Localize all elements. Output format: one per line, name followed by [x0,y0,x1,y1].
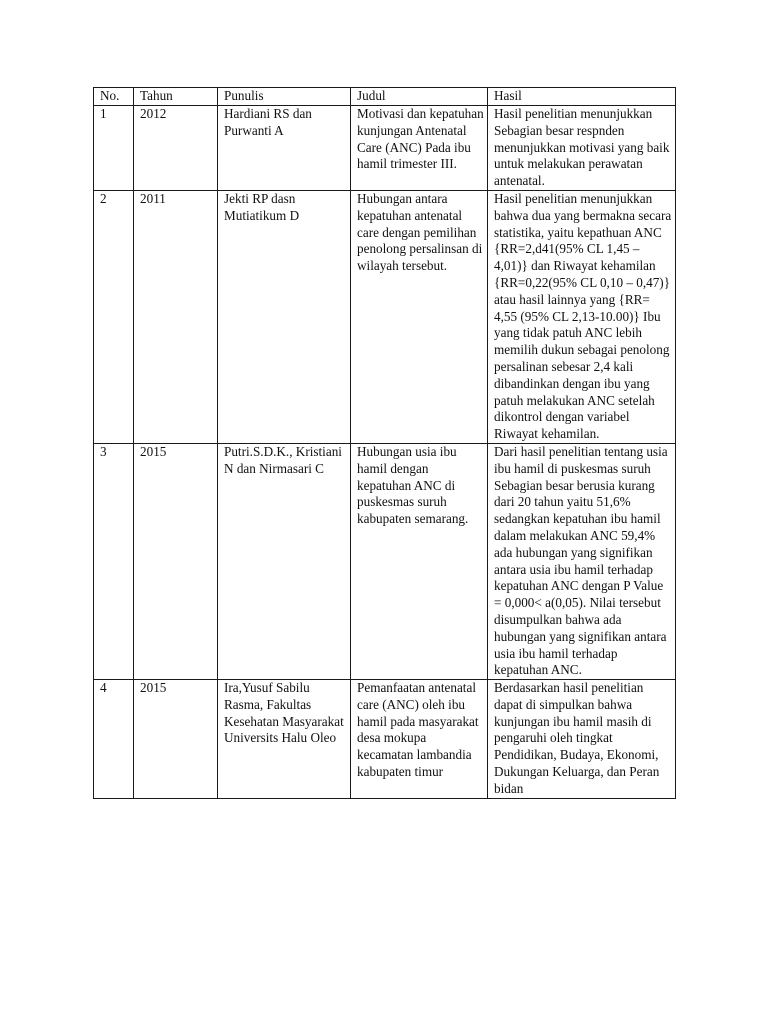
row-number: 2 [100,190,107,206]
row-result: Dari hasil penelitian tentang usia ibu hamil di puskesmas suruh Sebagian besar berusia kurang dari 20 tahun yaitu 51,6% sedangkan kepatuhan ibu hamil dalam melakukan ANC 59,4% ada hubungan yang signifikan antara usia ibu hamil terhadap kepatuhan ANC dengan P Value = 0,000< a(0,05). Nilai tersebut disumpulkan bahwa ada hubungan yang signifikan antara usia ibu hamil terhadap kepatuhan ANC. [494,443,668,678]
row-author: Hardiani RS dan Purwanti A [224,106,312,138]
cell-year [134,106,218,191]
cell-result [488,190,676,443]
cell-author [218,443,351,679]
cell-no [94,190,134,443]
header-no: No. [94,88,134,106]
row-number: 1 [100,106,107,121]
row-number: 4 [100,680,107,696]
table-row [94,190,676,443]
table-row [94,443,676,679]
cell-author [218,680,351,799]
cell-title [351,190,488,443]
row-year: 2012 [140,106,167,121]
cell-result [488,443,676,679]
cell-title [351,443,488,679]
cell-year [134,443,218,679]
row-year: 2015 [140,443,167,459]
row-author: Jekti RP dasn Mutiatikum D [224,190,300,223]
literature-review-table [93,87,676,799]
row-year: 2011 [140,190,166,206]
cell-no [94,443,134,679]
row-title: Motivasi dan kepatuhan kunjungan Antenatal Care (ANC) Pada ibu hamil trimester III. [357,106,484,172]
header-result: Hasil [488,88,676,106]
cell-author [218,106,351,191]
header-year: Tahun [134,88,218,106]
cell-no [94,680,134,799]
cell-year [134,680,218,799]
table-row [94,106,676,191]
header-title: Judul [351,88,488,106]
cell-author [218,190,351,443]
row-author: Putri.S.D.K., Kristiani N dan Nirmasari C [224,443,342,476]
row-title: Hubungan antara kepatuhan antenatal care dengan pemilihan penolong persalinsan di wilayah tersebut. [357,190,483,274]
row-title: Hubungan usia ibu hamil dengan kepatuhan ANC di puskesmas suruh kabupaten semarang. [357,443,469,527]
table-header [94,88,676,106]
header-row [94,88,676,106]
table-row [94,680,676,799]
cell-title [351,106,488,191]
cell-title [351,680,488,799]
table-body [94,106,676,799]
row-author: Ira,Yusuf Sabilu Rasma, Fakultas Kesehatan Masyarakat Universits Halu Oleo [224,680,344,746]
cell-result [488,680,676,799]
row-title: Pemanfaatan antenatal care (ANC) oleh ibu hamil pada masyarakat desa mokupa kecamatan lambandia kabupaten timur [357,680,479,780]
row-result: Hasil penelitian menunjukkan bahwa dua yang bermakna secara statistika, yaitu kepathuan ANC {RR=2,d41(95% CL 1,45 – 4,01)} dan Riwayat kehamilan {RR=0,22(95% CL 0,10 – 0,47)} atau hasil lainnya yang {RR= 4,55 (95% CL 2,13-10.00)} Ibu yang tidak patuh ANC lebih memilih dukun sebagai penolong persalinan sebesar 2,4 kali dibandinkan dengan ibu yang patuh melakukan ANC setelah dikontrol dengan variabel Riwayat kehamilan. [494,190,672,442]
header-author: Punulis [218,88,351,106]
row-number: 3 [100,443,107,459]
row-result: Hasil penelitian menunjukkan Sebagian besar respnden menunjukkan motivasi yang baik untuk melakukan perawatan antenatal. [494,106,670,189]
cell-year [134,190,218,443]
cell-no [94,106,134,191]
row-year: 2015 [140,680,167,696]
row-result: Berdasarkan hasil penelitian dapat di simpulkan bahwa kunjungan ibu hamil masih di pengaruhi oleh tingkat Pendidikan, Budaya, Ekonomi, Dukungan Keluarga, dan Peran bidan [494,680,660,796]
cell-result [488,106,676,191]
